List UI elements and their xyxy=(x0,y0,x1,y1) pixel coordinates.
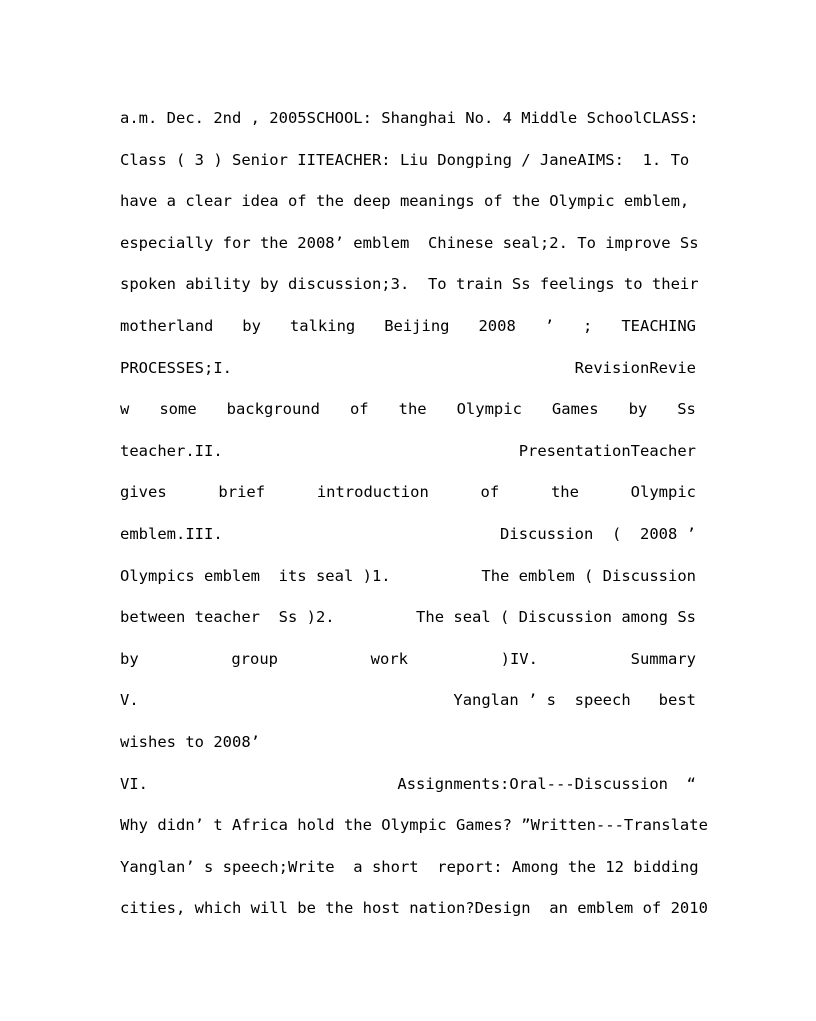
text-segment: Yanglan’ s speech;Write a short report: Among the 12 bidding xyxy=(120,857,699,876)
text-segment: cities, which will be the host nation?Design an emblem of 2010 xyxy=(120,899,708,918)
text-segment: the xyxy=(398,400,427,419)
text-line xyxy=(120,680,696,722)
text-segment: V. xyxy=(120,691,139,710)
text-line xyxy=(120,888,708,930)
text-segment: group xyxy=(231,649,278,668)
text-segment: some xyxy=(159,400,197,419)
text-line xyxy=(120,181,696,223)
text-segment: PROCESSES;I. xyxy=(120,358,232,377)
text-segment: gives xyxy=(120,483,167,502)
text-segment: by xyxy=(628,400,648,419)
text-segment: brief xyxy=(218,483,266,502)
text-line xyxy=(120,764,696,806)
text-segment: Summary xyxy=(630,649,696,668)
text-line xyxy=(120,847,699,889)
text-segment: of xyxy=(349,400,369,419)
text-segment: VI. xyxy=(120,774,148,793)
text-line xyxy=(120,722,696,764)
text-segment: by xyxy=(120,649,139,668)
text-segment: )IV. xyxy=(500,649,538,668)
text-segment: introduction xyxy=(316,483,429,502)
text-segment: Assignments:Oral---Discussion “ xyxy=(397,774,696,793)
text-segment: 2008 xyxy=(478,316,516,335)
text-line xyxy=(120,98,699,140)
text-segment: ; xyxy=(583,316,593,335)
text-segment: Olympic xyxy=(456,400,522,419)
text-segment: have a clear idea of the deep meanings of the Olympic emblem, xyxy=(120,192,690,211)
text-segment: Discussion ( 2008 ’ xyxy=(500,524,696,543)
text-segment: PresentationTeacher xyxy=(518,441,696,460)
text-segment: wishes to 2008’ xyxy=(120,732,260,751)
text-line xyxy=(120,556,696,598)
text-segment: motherland xyxy=(120,316,214,335)
text-segment: Ss xyxy=(677,400,696,419)
text-segment: emblem.III. xyxy=(120,524,223,543)
text-segment: teacher.II. xyxy=(120,441,223,460)
text-line xyxy=(120,597,696,639)
text-segment: the xyxy=(550,483,579,502)
text-line xyxy=(120,223,699,265)
text-segment: TEACHING xyxy=(621,316,696,335)
text-segment: Olympics emblem its seal )1. xyxy=(120,566,391,585)
text-line xyxy=(120,431,696,473)
text-segment: Class ( 3 ) Senior IITEACHER: Liu Dongping / JaneAIMS: 1. To xyxy=(120,150,690,169)
text-segment: Olympic xyxy=(630,483,696,502)
text-segment: work xyxy=(370,649,408,668)
text-segment: spoken ability by discussion;3. To train Ss feelings to their xyxy=(120,275,699,294)
text-segment: of xyxy=(480,483,500,502)
text-line xyxy=(120,472,696,514)
text-segment: The seal ( Discussion among Ss xyxy=(416,608,696,627)
text-line xyxy=(120,805,708,847)
text-segment: especially for the 2008’ emblem Chinese seal;2. To improve Ss xyxy=(120,233,699,252)
text-segment: Games xyxy=(551,400,599,419)
text-line xyxy=(120,389,696,431)
text-line xyxy=(120,639,696,681)
text-segment: The emblem ( Discussion xyxy=(481,566,696,585)
text-segment: Beijing xyxy=(384,316,450,335)
text-segment: by xyxy=(242,316,261,335)
text-segment: ’ xyxy=(544,316,555,335)
text-segment: between teacher Ss )2. xyxy=(120,608,335,627)
text-segment: Why didn’ t Africa hold the Olympic Games? ”Written---Translate xyxy=(120,816,708,835)
text-segment: Yanglan ’ s speech best xyxy=(453,691,696,710)
text-segment: RevisionRevie xyxy=(574,358,696,377)
text-line xyxy=(120,140,696,182)
text-line xyxy=(120,348,696,390)
text-segment: talking xyxy=(289,316,356,335)
text-line xyxy=(120,306,696,348)
text-segment: w xyxy=(120,400,130,419)
text-line xyxy=(120,514,696,556)
text-line xyxy=(120,264,699,306)
text-segment: background xyxy=(226,400,320,419)
text-segment: a.m. Dec. 2nd , 2005SCHOOL: Shanghai No. 4 Middle SchoolCLASS: xyxy=(120,109,699,127)
lesson-plan-text xyxy=(120,98,708,930)
